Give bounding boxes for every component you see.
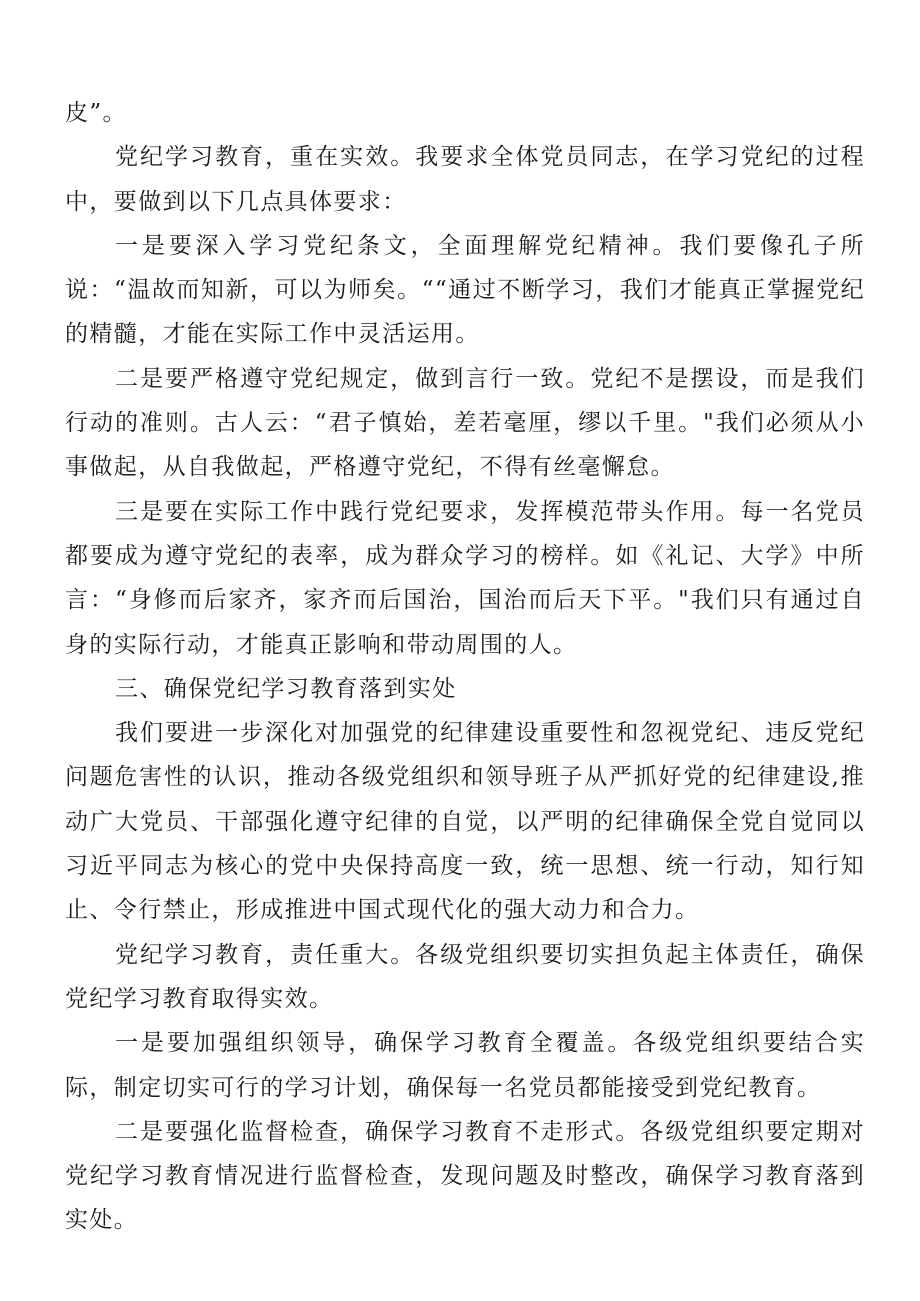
document-body [65, 91, 865, 1243]
paragraph-measure-1: 一是要加强组织领导，确保学习教育全覆盖。各级党组织要结合实际，制定切实可行的学习计划，确保每一名党员都能接受到党纪教育。 [65, 1030, 865, 1101]
paragraph-intro: 党纪学习教育，重在实效。我要求全体党员同志，在学习党纪的过程中，要做到以下几点具体要求： [65, 144, 865, 215]
paragraph-responsibility: 党纪学习教育，责任重大。各级党组织要切实担负起主体责任，确保党纪学习教育取得实效。 [65, 941, 865, 1012]
section-heading: 三、确保党纪学习教育落到实处 [115, 675, 457, 702]
paragraph-section-body: 我们要进一步深化对加强党的纪律建设重要性和忽视党纪、违反党纪问题危害性的认识，推动各级党组织和领导班子从严抓好党的纪律建设,推动广大党员、干部强化遵守纪律的自觉，以严明的纪律确保全党自觉同以习近平同志为核心的党中央保持高度一致，统一思想、统一行动，知行知止、令行禁止，形成推进中国式现代化的强大动力和合力。 [65, 720, 865, 924]
paragraph-requirement-2: 二是要严格遵守党纪规定，做到言行一致。党纪不是摆设，而是我们行动的准则。古人云：“君子慎始，差若毫厘，缪以千里。"我们必须从小事做起，从自我做起，严格遵守党纪，不得有丝毫懈怠。 [65, 365, 865, 481]
paragraph-continuation: 皮”。 [65, 100, 127, 126]
paragraph-requirement-1: 一是要深入学习党纪条文，全面理解党纪精神。我们要像孔子所说：“温故而知新，可以为师矣。““通过不断学习，我们才能真正掌握党纪的精髓，才能在实际工作中灵活运用。 [65, 232, 865, 348]
paragraph-measure-2: 二是要强化监督检查，确保学习教育不走形式。各级党组织要定期对党纪学习教育情况进行监督检查，发现问题及时整改，确保学习教育落到实处。 [65, 1118, 865, 1234]
paragraph-requirement-3: 三是要在实际工作中践行党纪要求，发挥模范带头作用。每一名党员都要成为遵守党纪的表率，成为群众学习的榜样。如《礼记、大学》中所言：“身修而后家齐，家齐而后国治，国治而后天下平。"我们只有通过自身的实际行动，才能真正影响和带动周围的人。 [65, 498, 865, 658]
